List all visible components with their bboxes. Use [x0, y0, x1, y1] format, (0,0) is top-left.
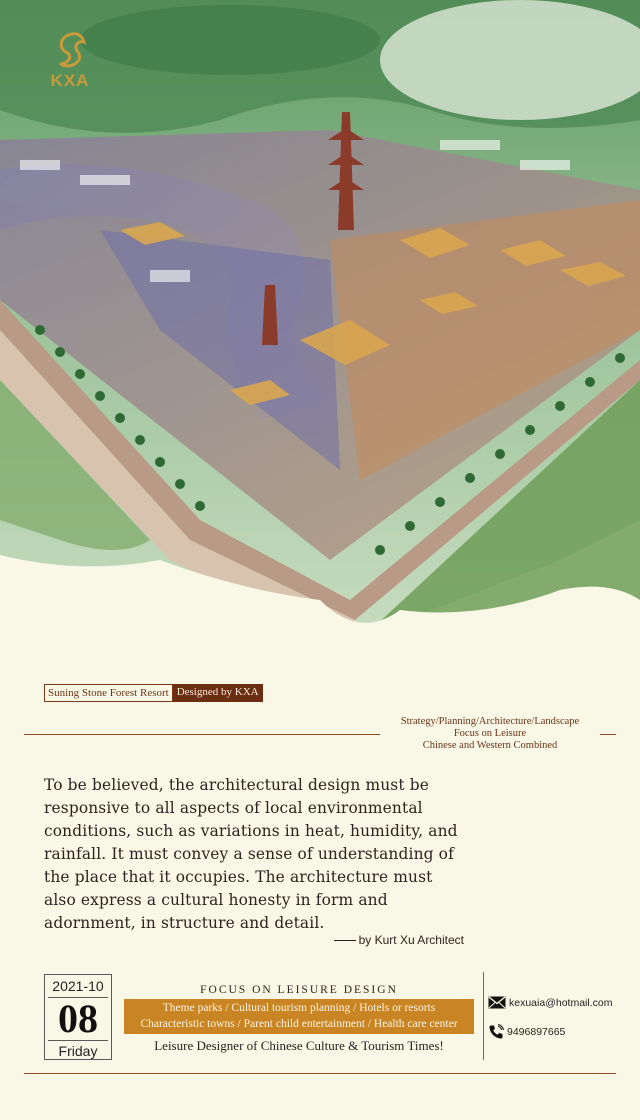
project-name: Suning Stone Forest Resort: [44, 684, 173, 702]
services-banner: [124, 999, 474, 1034]
date-year-month: 2021-10: [48, 975, 108, 998]
philosophy-quote: To be believed, the architectural design must be responsive to all aspects of local environmental conditions, such as variations in heat, humidity, and rainfall. It must convey a sense of understanding of the place that it occupies. The architecture must also express a cultural honesty in form and adornment, in structure and detail.: [44, 776, 458, 932]
kxa-logo-icon: [50, 30, 90, 72]
contact-phone[interactable]: [488, 1024, 565, 1040]
quote-byline: [316, 933, 464, 947]
project-tag: [44, 684, 263, 702]
footer-divider: [483, 972, 484, 1060]
tagline-focus: Focus on Leisure: [453, 728, 527, 739]
divider-line-end: [600, 734, 616, 735]
date-box: [44, 974, 112, 1060]
services-line-2: Characteristic towns / Parent child entertainment / Health care center: [140, 1018, 458, 1030]
tagline-services: Strategy/Planning/Architecture/Landscape: [400, 716, 580, 727]
divider-line: [24, 734, 380, 735]
email-text: kexuaia@hotmail.com: [509, 996, 613, 1009]
bottom-divider: [24, 1073, 616, 1074]
contact-email[interactable]: [488, 996, 612, 1009]
date-day: 08: [58, 996, 98, 1041]
logo-text: KXA: [50, 71, 90, 90]
byline-dash: [334, 940, 356, 941]
kxa-logo: [40, 30, 100, 96]
phone-icon: [488, 1024, 504, 1040]
envelope-icon: [488, 996, 506, 1009]
focus-title: FOCUS ON LEISURE DESIGN: [200, 984, 398, 996]
date-weekday: Friday: [48, 1040, 108, 1059]
services-line-1: Theme parks / Cultural tourism planning / Hotels or resorts: [162, 1002, 436, 1014]
tagline: [380, 716, 600, 752]
tagline-style: Chinese and Western Combined: [422, 740, 558, 751]
designed-by-label: Designed by KXA: [173, 684, 263, 702]
slogan: Leisure Designer of Chinese Culture & Tourism Times!: [154, 1038, 444, 1053]
phone-text: 9496897665: [507, 1026, 566, 1038]
byline-text: by Kurt Xu Architect: [358, 933, 464, 947]
